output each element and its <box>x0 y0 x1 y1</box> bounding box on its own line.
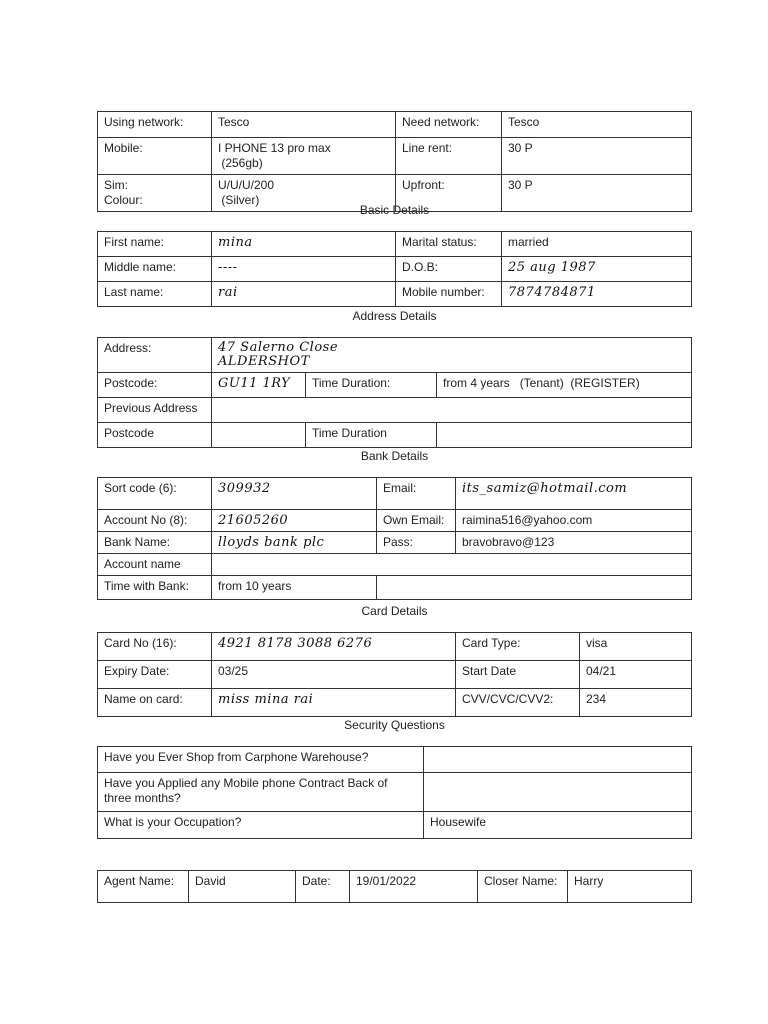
agent-table <box>97 870 692 903</box>
postcode-value: GU11 1RY <box>212 373 306 398</box>
mobile-storage: (256gb) <box>218 156 263 170</box>
mobile-number-value: 7874784871 <box>502 282 692 307</box>
basic-details-title: Basic Details <box>359 203 430 217</box>
marital-status-label: Marital status: <box>396 232 502 257</box>
card-details-title: Card Details <box>361 604 428 618</box>
previous-time-duration-label: Time Duration <box>306 423 437 448</box>
security-question-1: Have you Ever Shop from Carphone Warehouse? <box>98 747 424 773</box>
bank-details-title: Bank Details <box>360 449 429 463</box>
security-answer-3: Housewife <box>424 812 692 839</box>
security-answer-1 <box>424 747 692 773</box>
card-no-label: Card No (16): <box>98 633 212 661</box>
own-email-label: Own Email: <box>377 510 456 532</box>
dob-label: D.O.B: <box>396 257 502 282</box>
security-questions-title: Security Questions <box>344 718 445 732</box>
colour-value: (Silver) <box>218 193 260 207</box>
time-with-bank-label: Time with Bank: <box>98 576 212 600</box>
own-email-value: raimina516@yahoo.com <box>456 510 692 532</box>
expiry-date-value: 03/25 <box>212 661 456 689</box>
time-with-bank-value: from 10 years <box>212 576 377 600</box>
upfront-label: Upfront: <box>396 175 502 212</box>
card-details-table <box>97 632 692 717</box>
mobile-label: Mobile: <box>98 138 212 175</box>
marital-status-value: married <box>502 232 692 257</box>
previous-postcode-value <box>212 423 306 448</box>
network-table <box>97 111 692 212</box>
name-on-card-label: Name on card: <box>98 689 212 717</box>
start-date-value: 04/21 <box>580 661 692 689</box>
agent-name-value: David <box>189 871 296 903</box>
mobile-model: I PHONE 13 pro max <box>218 141 331 155</box>
security-questions-table <box>97 746 692 839</box>
closer-name-label: Closer Name: <box>478 871 568 903</box>
bank-name-label: Bank Name: <box>98 532 212 554</box>
middle-name-value: ---- <box>212 257 396 282</box>
basic-details-table <box>97 231 692 307</box>
previous-time-duration-value <box>437 423 692 448</box>
previous-address-label: Previous Address <box>98 398 212 423</box>
previous-address-value <box>212 398 692 423</box>
sim-value: U/U/U/200 <box>218 178 275 192</box>
need-network-value: Tesco <box>502 112 692 138</box>
date-label: Date: <box>296 871 350 903</box>
mobile-value <box>212 138 396 175</box>
address-line-1: 47 Salerno Close <box>218 340 339 355</box>
security-question-2: Have you Applied any Mobile phone Contract Back of three months? <box>98 773 424 812</box>
card-type-value: visa <box>580 633 692 661</box>
dob-value: 25 aug 1987 <box>502 257 692 282</box>
security-question-3: What is your Occupation? <box>98 812 424 839</box>
first-name-label: First name: <box>98 232 212 257</box>
email-value: its_samiz@hotmail.com <box>456 478 692 510</box>
upfront-value: 30 P <box>502 175 692 212</box>
address-details-table <box>97 337 692 448</box>
pass-value: bravobravo@123 <box>456 532 692 554</box>
card-no-value: 4921 8178 3088 6276 <box>212 633 456 661</box>
name-on-card-value: miss mina rai <box>212 689 456 717</box>
sim-label: Sim: <box>104 178 128 192</box>
account-no-label: Account No (8): <box>98 510 212 532</box>
last-name-value: rai <box>212 282 396 307</box>
start-date-label: Start Date <box>456 661 580 689</box>
need-network-label: Need network: <box>396 112 502 138</box>
address-label: Address: <box>98 338 212 373</box>
line-rent-value: 30 P <box>502 138 692 175</box>
closer-name-value: Harry <box>568 871 692 903</box>
bank-name-value: lloyds bank plc <box>212 532 377 554</box>
postcode-label: Postcode: <box>98 373 212 398</box>
security-answer-2 <box>424 773 692 812</box>
colour-label: Colour: <box>104 193 143 207</box>
cvv-value: 234 <box>580 689 692 717</box>
account-name-value <box>212 554 692 576</box>
using-network-value: Tesco <box>212 112 396 138</box>
last-name-label: Last name: <box>98 282 212 307</box>
time-duration-value: from 4 years (Tenant) (REGISTER) <box>437 373 692 398</box>
account-no-value: 21605260 <box>212 510 377 532</box>
date-value: 19/01/2022 <box>350 871 478 903</box>
account-name-label: Account name <box>98 554 212 576</box>
email-label: Email: <box>377 478 456 510</box>
using-network-label: Using network: <box>98 112 212 138</box>
card-type-label: Card Type: <box>456 633 580 661</box>
bank-details-table <box>97 477 692 600</box>
middle-name-label: Middle name: <box>98 257 212 282</box>
address-line-2: ALDERSHOT <box>218 354 310 369</box>
time-duration-label: Time Duration: <box>306 373 437 398</box>
address-value <box>212 338 692 373</box>
sort-code-value: 309932 <box>212 478 377 510</box>
first-name-value: mina <box>212 232 396 257</box>
expiry-date-label: Expiry Date: <box>98 661 212 689</box>
cvv-label: CVV/CVC/CVV2: <box>456 689 580 717</box>
sort-code-label: Sort code (6): <box>98 478 212 510</box>
previous-postcode-label: Postcode <box>98 423 212 448</box>
mobile-number-label: Mobile number: <box>396 282 502 307</box>
pass-label: Pass: <box>377 532 456 554</box>
line-rent-label: Line rent: <box>396 138 502 175</box>
address-details-title: Address Details <box>352 309 437 323</box>
time-with-bank-extra <box>377 576 692 600</box>
agent-name-label: Agent Name: <box>98 871 189 903</box>
